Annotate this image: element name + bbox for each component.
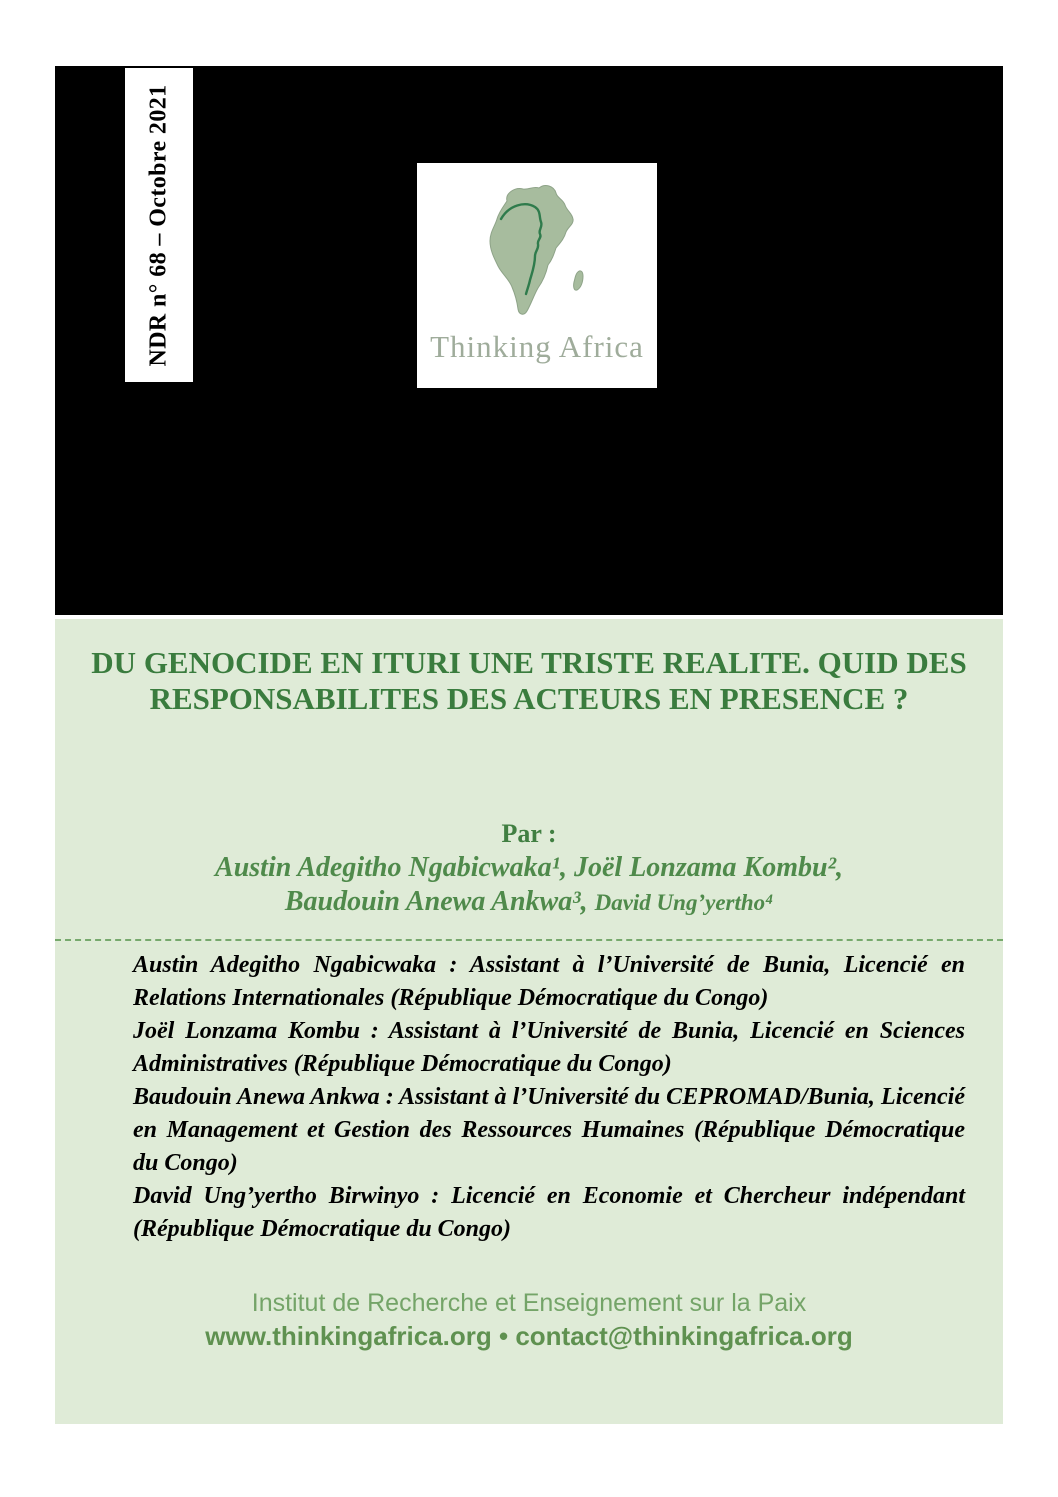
bio-entry: Austin Adegitho Ngabicwaka : Assistant à l’Université de Bunia, Licencié en Relations Internationales (République Démocratique du Congo) (133, 952, 965, 1011)
footer (55, 1289, 1003, 1352)
author-line-2-main: Baudouin Anewa Ankwa³, (284, 886, 588, 917)
page-title: DU GENOCIDE EN ITURI UNE TRISTE REALITE. QUID DES RESPONSABILITES DES ACTEURS EN PRESENCE ? (91, 645, 967, 716)
dashed-divider (55, 939, 1003, 941)
thinking-africa-logo (417, 163, 657, 388)
madagascar-shape (574, 271, 583, 290)
author-bio-list (133, 949, 965, 1246)
author-line-2 (55, 886, 1003, 918)
cover-body (55, 619, 1003, 1424)
edition-label-box (125, 68, 193, 382)
author-line-1: Austin Adegitho Ngabicwaka¹, Joël Lonzama Kombu², (215, 852, 843, 883)
author-line-2-small: David Ung’yertho⁴ (594, 890, 774, 915)
footer-institute: Institut de Recherche et Enseignement sur la Paix (251, 1289, 807, 1317)
bio-entry: David Ung’yertho Birwinyo : Licencié en Economie et Chercheur indépendant (République Démocratique du Congo) (133, 1183, 965, 1242)
edition-label: NDR n° 68 – Octobre 2021 (145, 83, 172, 367)
byline (55, 819, 1003, 918)
footer-contacts-link[interactable]: www.thinkingafrica.org • contact@thinkingafrica.org (205, 1321, 853, 1351)
bio-entry: Joël Lonzama Kombu : Assistant à l’Université de Bunia, Licencié en Sciences Administratives (République Démocratique du Congo) (133, 1018, 965, 1077)
byline-label: Par : (501, 819, 557, 848)
bio-entry: Baudouin Anewa Ankwa : Assistant à l’Université du CEPROMAD/Bunia, Licencié en Management et Gestion des Ressources Humaines (République Démocratique du Congo) (133, 1084, 965, 1176)
logo-wordmark: Thinking Africa (430, 329, 644, 364)
africa-map-icon (476, 177, 598, 327)
black-banner (55, 66, 1003, 615)
